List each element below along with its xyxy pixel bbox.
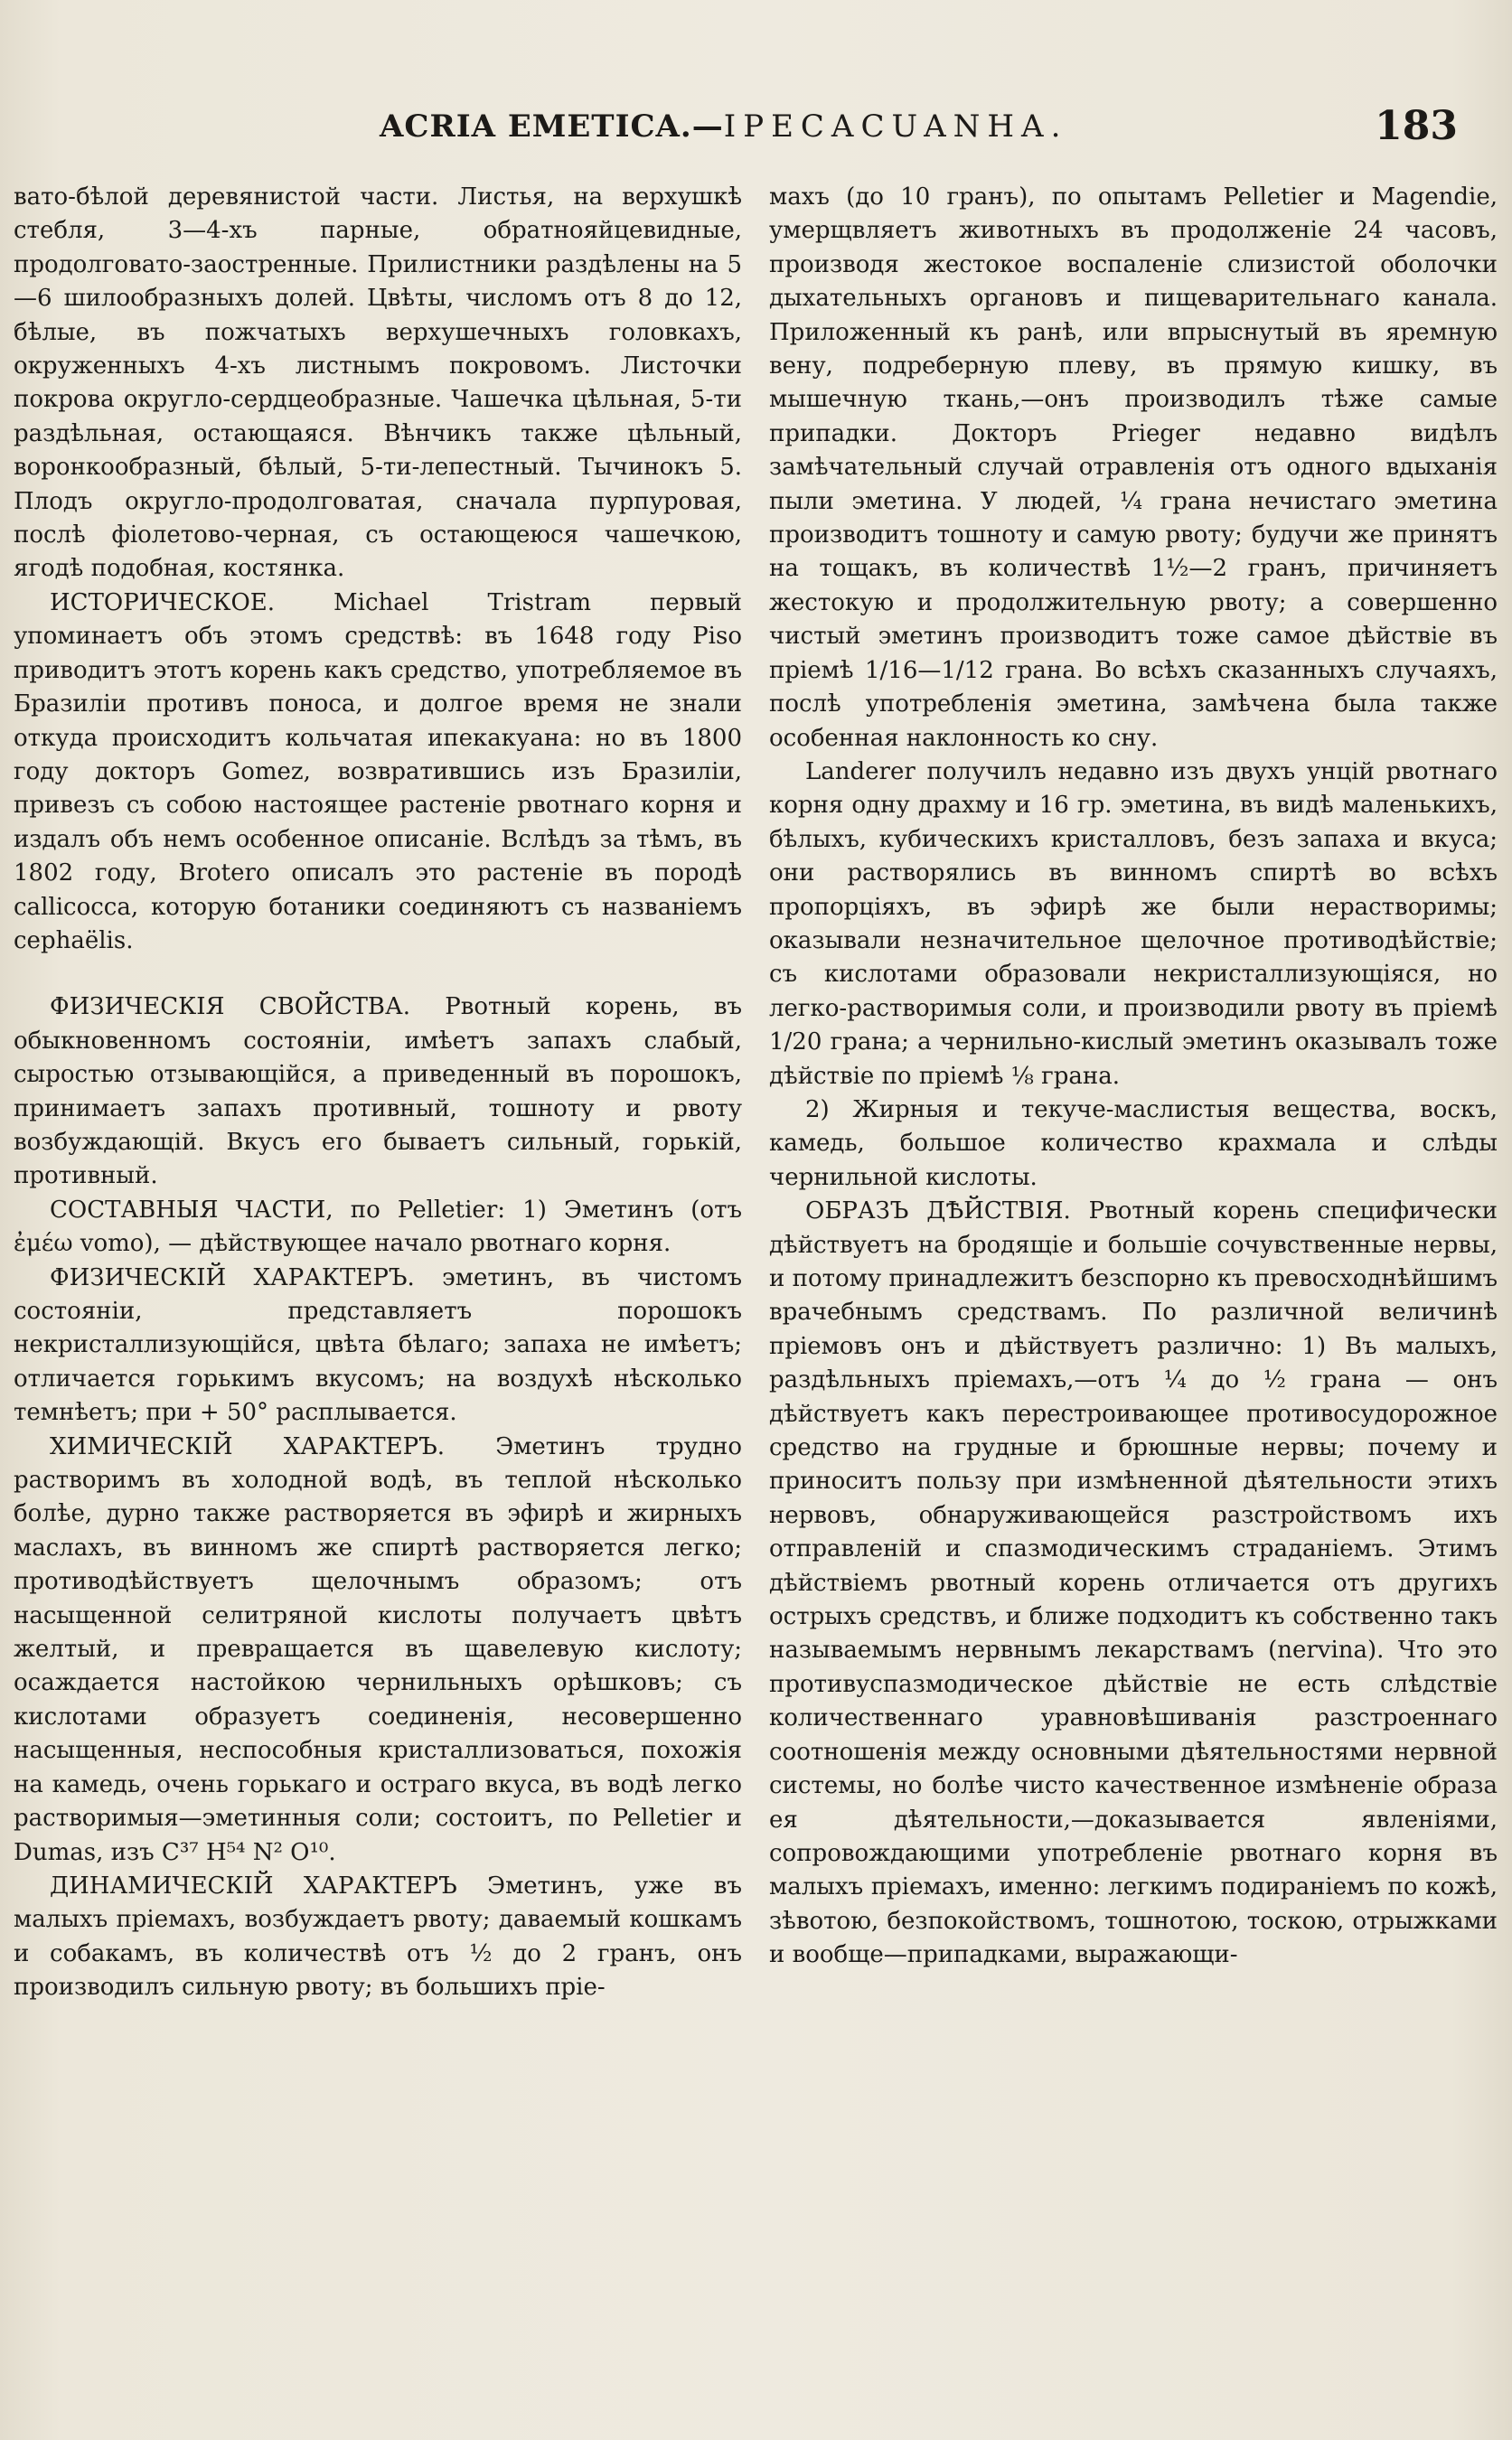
paragraph-components: СОСТАВНЫЯ ЧАСТИ, по Pelletier: 1) Эметинъ (отъ ἐμέω vomo), — дѣйствующее начало рвотнаго корня. — [14, 1196, 742, 1258]
paragraph-dynamic-character: ДИНАМИЧЕСКІЙ ХАРАКТЕРЪ Эметинъ, уже въ малыхъ пріемахъ, возбуждаетъ рвоту; даваемый кошкамъ и собакамъ, въ количествѣ отъ ½ до 2 гранъ, онъ производилъ сильную рвоту; въ большихъ прie- — [14, 1872, 742, 2002]
paragraph-historical: ИСТОРИЧЕСКОЕ. Michael Tristram первый упоминаетъ объ этомъ средствѣ: въ 1648 году Piso приводитъ этотъ корень какъ средство, употребляемое въ Бразиліи противъ поноса, и долгое время не знали откуда происходитъ кольчатая ипекакуана: но въ 1800 году докторъ Gomez, возвратившись изъ Бразиліи, привезъ съ собою настоящее растеніе рвотнаго корня и издалъ объ немъ особенное описаніе. Вслѣдъ за тѣмъ, въ 1802 году, Brotero описалъ это растеніе въ породѣ callicocca, которую ботаники соединяютъ съ названіемъ cephaëlis. — [14, 588, 742, 954]
text-columns — [14, 181, 1498, 2422]
paragraph-landerer: Landerer получилъ недавно изъ двухъ унцій рвотнаго корня одну драхму и 16 гр. эметина, въ видѣ маленькихъ, бѣлыхъ, кубическихъ кристалловъ, безъ запаха и вкуса; они растворялись въ винномъ спиртѣ во всѣхъ пропорціяхъ, въ эфирѣ же были нерастворимы; оказывали незначительное щелочное противодѣйствіе; съ кислотами образовали некристаллизующіяся, но легко-растворимыя соли, и производили рвоту въ пріемѣ 1/20 грана; а чернильно-кислый эметинъ оказывалъ тоже дѣйствіе по пріемѣ ⅛ грана. — [769, 757, 1498, 1090]
left-column — [14, 181, 742, 2422]
paragraph: вато-бѣлой деревянистой части. Листья, на верхушкѣ стебля, 3—4-хъ парные, обратнояйцевидные, продолговато-заостренные. Прилистники раздѣлены на 5—6 шилообразныхъ долей. Цвѣты, числомъ отъ 8 до 12, бѣлые, въ пожчатыхъ верхушечныхъ головкахъ, окруженныхъ 4-хъ листнымъ покровомъ. Листочки покрова округло-сердцеобразные. Чашечка цѣльная, 5-ти раздѣльная, остающаяся. Вѣнчикъ также цѣльный, воронкообразный, бѣлый, 5-ти-лепестный. Тычинокъ 5. Плодъ округло-продолговатая, сначала пурпуровая, послѣ фіолетово-черная, съ остающеюся чашечкою, ягодѣ подобная, костянка. — [14, 183, 742, 583]
page-number: 183 — [1375, 103, 1458, 149]
right-column — [769, 181, 1498, 2422]
running-header — [362, 103, 1476, 163]
paragraph: махъ (до 10 гранъ), по опытамъ Pelletier и Magendie, умерщвляетъ животныхъ въ продолженіе 24 часовъ, производя жестокое воспаленіе слизистой оболочки дыхательныхъ органовъ и пищеварительнаго канала. Приложенный къ ранѣ, или впрыснутый въ яремную вену, подреберную плеву, въ прямую кишку, въ мышечную ткань,—онъ производилъ тѣже самые припадки. Докторъ Prieger недавно видѣлъ замѣчательный случай отравленія отъ одного вдыханія пыли эметина. У людей, ¼ грана нечистаго эметина производитъ тошноту и самую рвоту; будучи же принятъ на тощакъ, въ количествѣ 1½—2 гранъ, причиняетъ жестокую и продолжительную рвоту; а совершенно чистый эметинъ производитъ тоже самое дѣйствіе въ пріемѣ 1/16—1/12 грана. Во всѣхъ сказанныхъ случаяхъ, послѣ употребленія эметина, замѣчена была также особенная наклонность ко сну. — [769, 183, 1498, 752]
paragraph-physical-character: ФИЗИЧЕСКІЙ ХАРАКТЕРЪ. эметинъ, въ чистомъ состояніи, представляетъ порошокъ некристаллизующійся, цвѣта бѣлаго; запаха не имѣетъ; отличается горькимъ вкусомъ; на воздухѣ нѣсколько темнѣетъ; при + 50° расплывается. — [14, 1263, 742, 1427]
header-title — [380, 108, 1067, 145]
paragraph-physical-properties: ФИЗИЧЕСКІЯ СВОЙСТВА. Рвотный корень, въ обыкновенномъ состояніи, имѣетъ запахъ слабый, сыростью отзывающійся, а приведенный въ порошокъ, принимаетъ запахъ противный, тошноту и рвоту возбуждающій. Вкусъ его бываетъ сильный, горькій, противный. — [14, 993, 742, 1190]
paragraph-chemical-character: ХИМИЧЕСКІЙ ХАРАКТЕРЪ. Эметинъ трудно растворимъ въ холодной водѣ, въ теплой нѣсколько болѣе, дурно также растворяется въ эфирѣ и жирныхъ маслахъ, въ винномъ же спиртѣ растворяется легко; противодѣйствуетъ щелочнымъ образомъ; отъ насыщенной селитряной кислоты получаетъ цвѣтъ желтый, и превращается въ щавелевую кислоту; осаждается настойкою чернильныхъ орѣшковъ; съ кислотами образуетъ соединенія, несовершенно насыщенныя, неспособныя кристаллизоваться, похожія на камедь, очень горькаго и остраго вкуса, въ водѣ легко растворимыя—эметинныя соли; состоитъ, по Pelletier и Dumas, изъ C³⁷ H⁵⁴ N² O¹⁰. — [14, 1432, 742, 1866]
paragraph-fatty-substances: 2) Жирныя и текуче-маслистыя вещества, воскъ, камедь, большое количество крахмала и слѣды чернильной кислоты. — [769, 1095, 1498, 1191]
header-title-left: ACRIA EMETICA.— — [380, 108, 724, 145]
header-title-right: IPECACUANHA. — [723, 108, 1068, 145]
paragraph-mode-of-action: ОБРАЗЪ ДѢЙСТВІЯ. Рвотный корень специфически дѣйствуетъ на бродящіе и большіе сочувственные нервы, и потому принадлежитъ безспорно къ превосходнѣйшимъ врачебнымъ средствамъ. По различной величинѣ пріемовъ онъ и дѣйствуетъ различно: 1) Въ малыхъ, раздѣльныхъ пріемахъ,—отъ ¼ до ½ грана — онъ дѣйствуетъ какъ перестроивающее противосудорожное средство на грудные и брюшные нервы; почему и приноситъ пользу при измѣненной дѣятельности этихъ нервовъ, обнаруживающейся разстройствомъ ихъ отправленій и спазмодическимъ страданіемъ. Этимъ дѣйствіемъ рвотный корень отличается отъ другихъ острыхъ средствъ, и ближе подходитъ къ собственно такъ называемымъ нервнымъ лекарствамъ (nervina). Что это противуспазмодическое дѣйствіе не есть слѣдствіе количественнаго уравновѣшиванія разстроеннаго соотношенія между основными дѣятельностями нервной системы, но болѣе чисто качественное измѣненіе образа ея дѣятельности,—доказывается явленіями, сопровождающими употребленіе рвотнаго корня въ малыхъ пріемахъ, именно: легкимъ подираніемъ по кожѣ, зѣвотою, безпокойствомъ, тошнотою, тоскою, отрыжками и вообще—припадками, выражающи- — [769, 1197, 1498, 1969]
